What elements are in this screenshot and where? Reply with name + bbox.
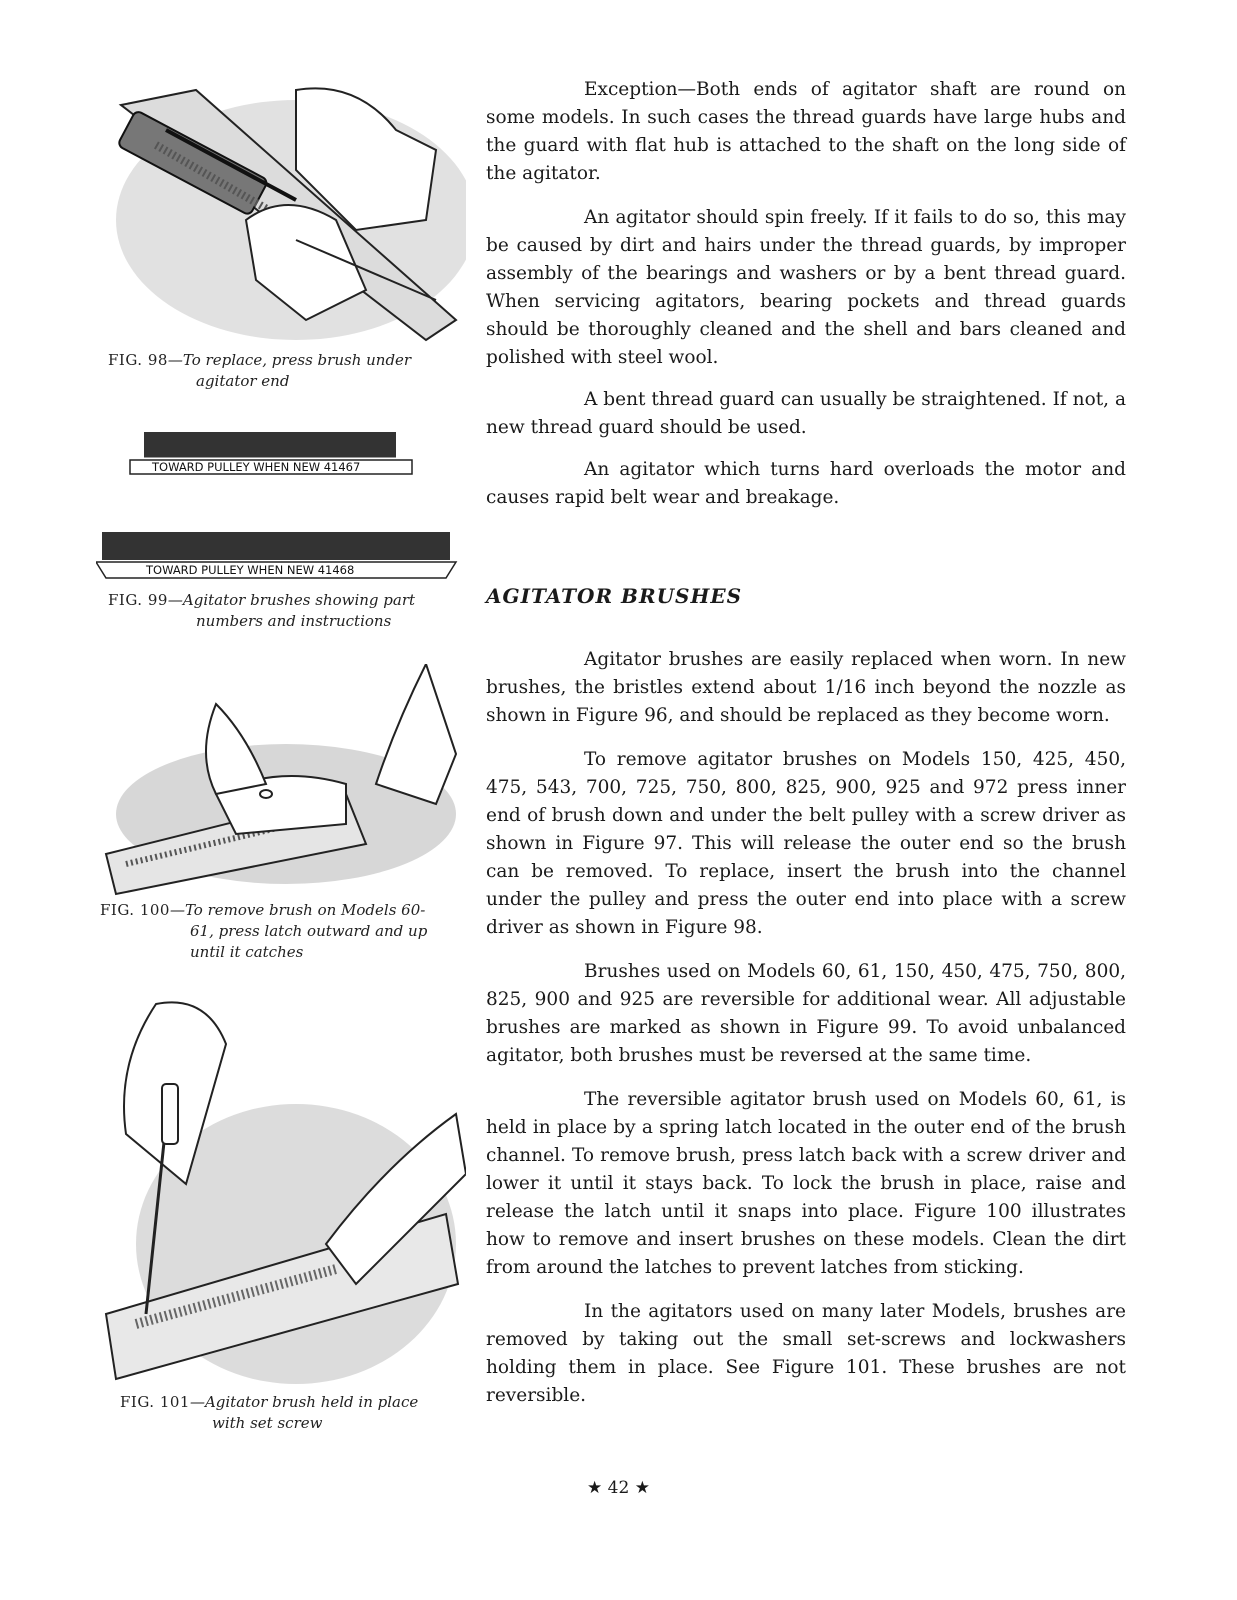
page-number: ★ 42 ★ [587, 1478, 650, 1498]
figure-101-caption-line2: with set screw [212, 1414, 323, 1432]
section-heading: AGITATOR BRUSHES [486, 584, 743, 608]
paragraph-reversible: Brushes used on Models 60, 61, 150, 450, 475, 750, 800, 825, 900 and 925 are reversible for additional wear. All adjustable brushes are marked as shown in Figure 99. To avoid unbalanced agitator, both brushes must be reversed at the same time. [486, 961, 1126, 1066]
brush-41468-label: TOWARD PULLEY WHEN NEW 41468 [146, 563, 355, 577]
figure-98-number: FIG. 98 [108, 351, 168, 369]
figure-101 [96, 984, 466, 1434]
figure-98 [96, 70, 466, 392]
paragraph-set-screws: In the agitators used on many later Models, brushes are removed by taking out the small set-screws and lockwashers holding them in place. See Figure 101. These brushes are not reversible. [486, 1301, 1126, 1406]
figure-101-caption: FIG. 101—Agitator brush held in place with set screw [96, 1392, 466, 1434]
figure-98-illustration [96, 70, 466, 342]
figure-100-caption: FIG. 100—To remove brush on Models 60- 61, press latch outward and up until it catches [96, 900, 466, 963]
paragraph-remove-brushes: To remove agitator brushes on Models 150, 425, 450, 475, 543, 700, 725, 750, 800, 825, 900, 925 and 972 press inner end of brush down and under the belt pulley with a screw driver as shown in Figure 97. This will release the outer end so the brush can be removed. To replace, insert the brush into the channel under the pulley and press the outer end into place with a screw driver as shown in Figure 98. [486, 749, 1126, 938]
figure-101-illustration [96, 984, 466, 1386]
figure-101-number: FIG. 101 [120, 1393, 190, 1411]
body-column-bottom [486, 646, 1126, 1410]
figure-100 [96, 664, 466, 963]
paragraph-bent-guard: A bent thread guard can usually be straightened. If not, a new thread guard should be used. [486, 389, 1126, 438]
figure-98-caption-line2: agitator end [196, 372, 290, 390]
brush-41468-illustration [96, 526, 466, 590]
figure-99-number: FIG. 99 [108, 591, 168, 609]
figure-100-caption-line2: 61, press latch outward and up [190, 922, 428, 940]
figure-99 [96, 428, 466, 632]
figure-100-caption-line1: To remove brush on Models 60- [184, 901, 426, 919]
figure-100-number: FIG. 100 [100, 901, 170, 919]
paragraph-spin-freely: An agitator should spin freely. If it fails to do so, this may be caused by dirt and hairs under the thread guards, by improper assembly of the bearings and washers or by a bent thread guard. When servicing agitators, bearing pockets and thread guards should be thoroughly cleaned and the shell and bars cleaned and polished with steel wool. [486, 207, 1126, 368]
figure-98-caption: FIG. 98—To replace, press brush under agitator end [96, 350, 466, 392]
figure-99-caption: FIG. 99—Agitator brushes showing part numbers and instructions [96, 590, 466, 632]
figure-101-caption-line1: Agitator brush held in place [204, 1393, 419, 1411]
brush-41467-illustration [96, 428, 466, 480]
figure-98-caption-line1: To replace, press brush under [182, 351, 412, 369]
brush-41467-label: TOWARD PULLEY WHEN NEW 41467 [152, 460, 361, 474]
paragraph-easily-replaced: Agitator brushes are easily replaced when worn. In new brushes, the bristles extend about 1/16 inch beyond the nozzle as shown in Figure 96, and should be replaced as they become worn. [486, 649, 1126, 726]
figure-99-caption-line1: Agitator brushes showing part [182, 591, 416, 609]
paragraph-spring-latch: The reversible agitator brush used on Models 60, 61, is held in place by a spring latch located in the outer end of the brush channel. To remove brush, press latch back with a screw driver and lower it until it stays back. To lock the brush in place, raise and release the latch until it snaps into place. Figure 100 illustrates how to remove and insert brushes on these models. Clean the dirt from around the latches to prevent latches from sticking. [486, 1089, 1126, 1278]
figure-100-caption-line3: until it catches [190, 943, 304, 961]
figure-100-illustration [96, 664, 466, 898]
body-column-top [486, 76, 1126, 512]
paragraph-exception: Exception—Both ends of agitator shaft are round on some models. In such cases the thread guards have large hubs and the guard with flat hub is attached to the shaft on the long side of the agitator. [486, 79, 1126, 184]
paragraph-turns-hard: An agitator which turns hard overloads the motor and causes rapid belt wear and breakage. [486, 459, 1126, 508]
figure-99-caption-line2: numbers and instructions [196, 612, 392, 630]
